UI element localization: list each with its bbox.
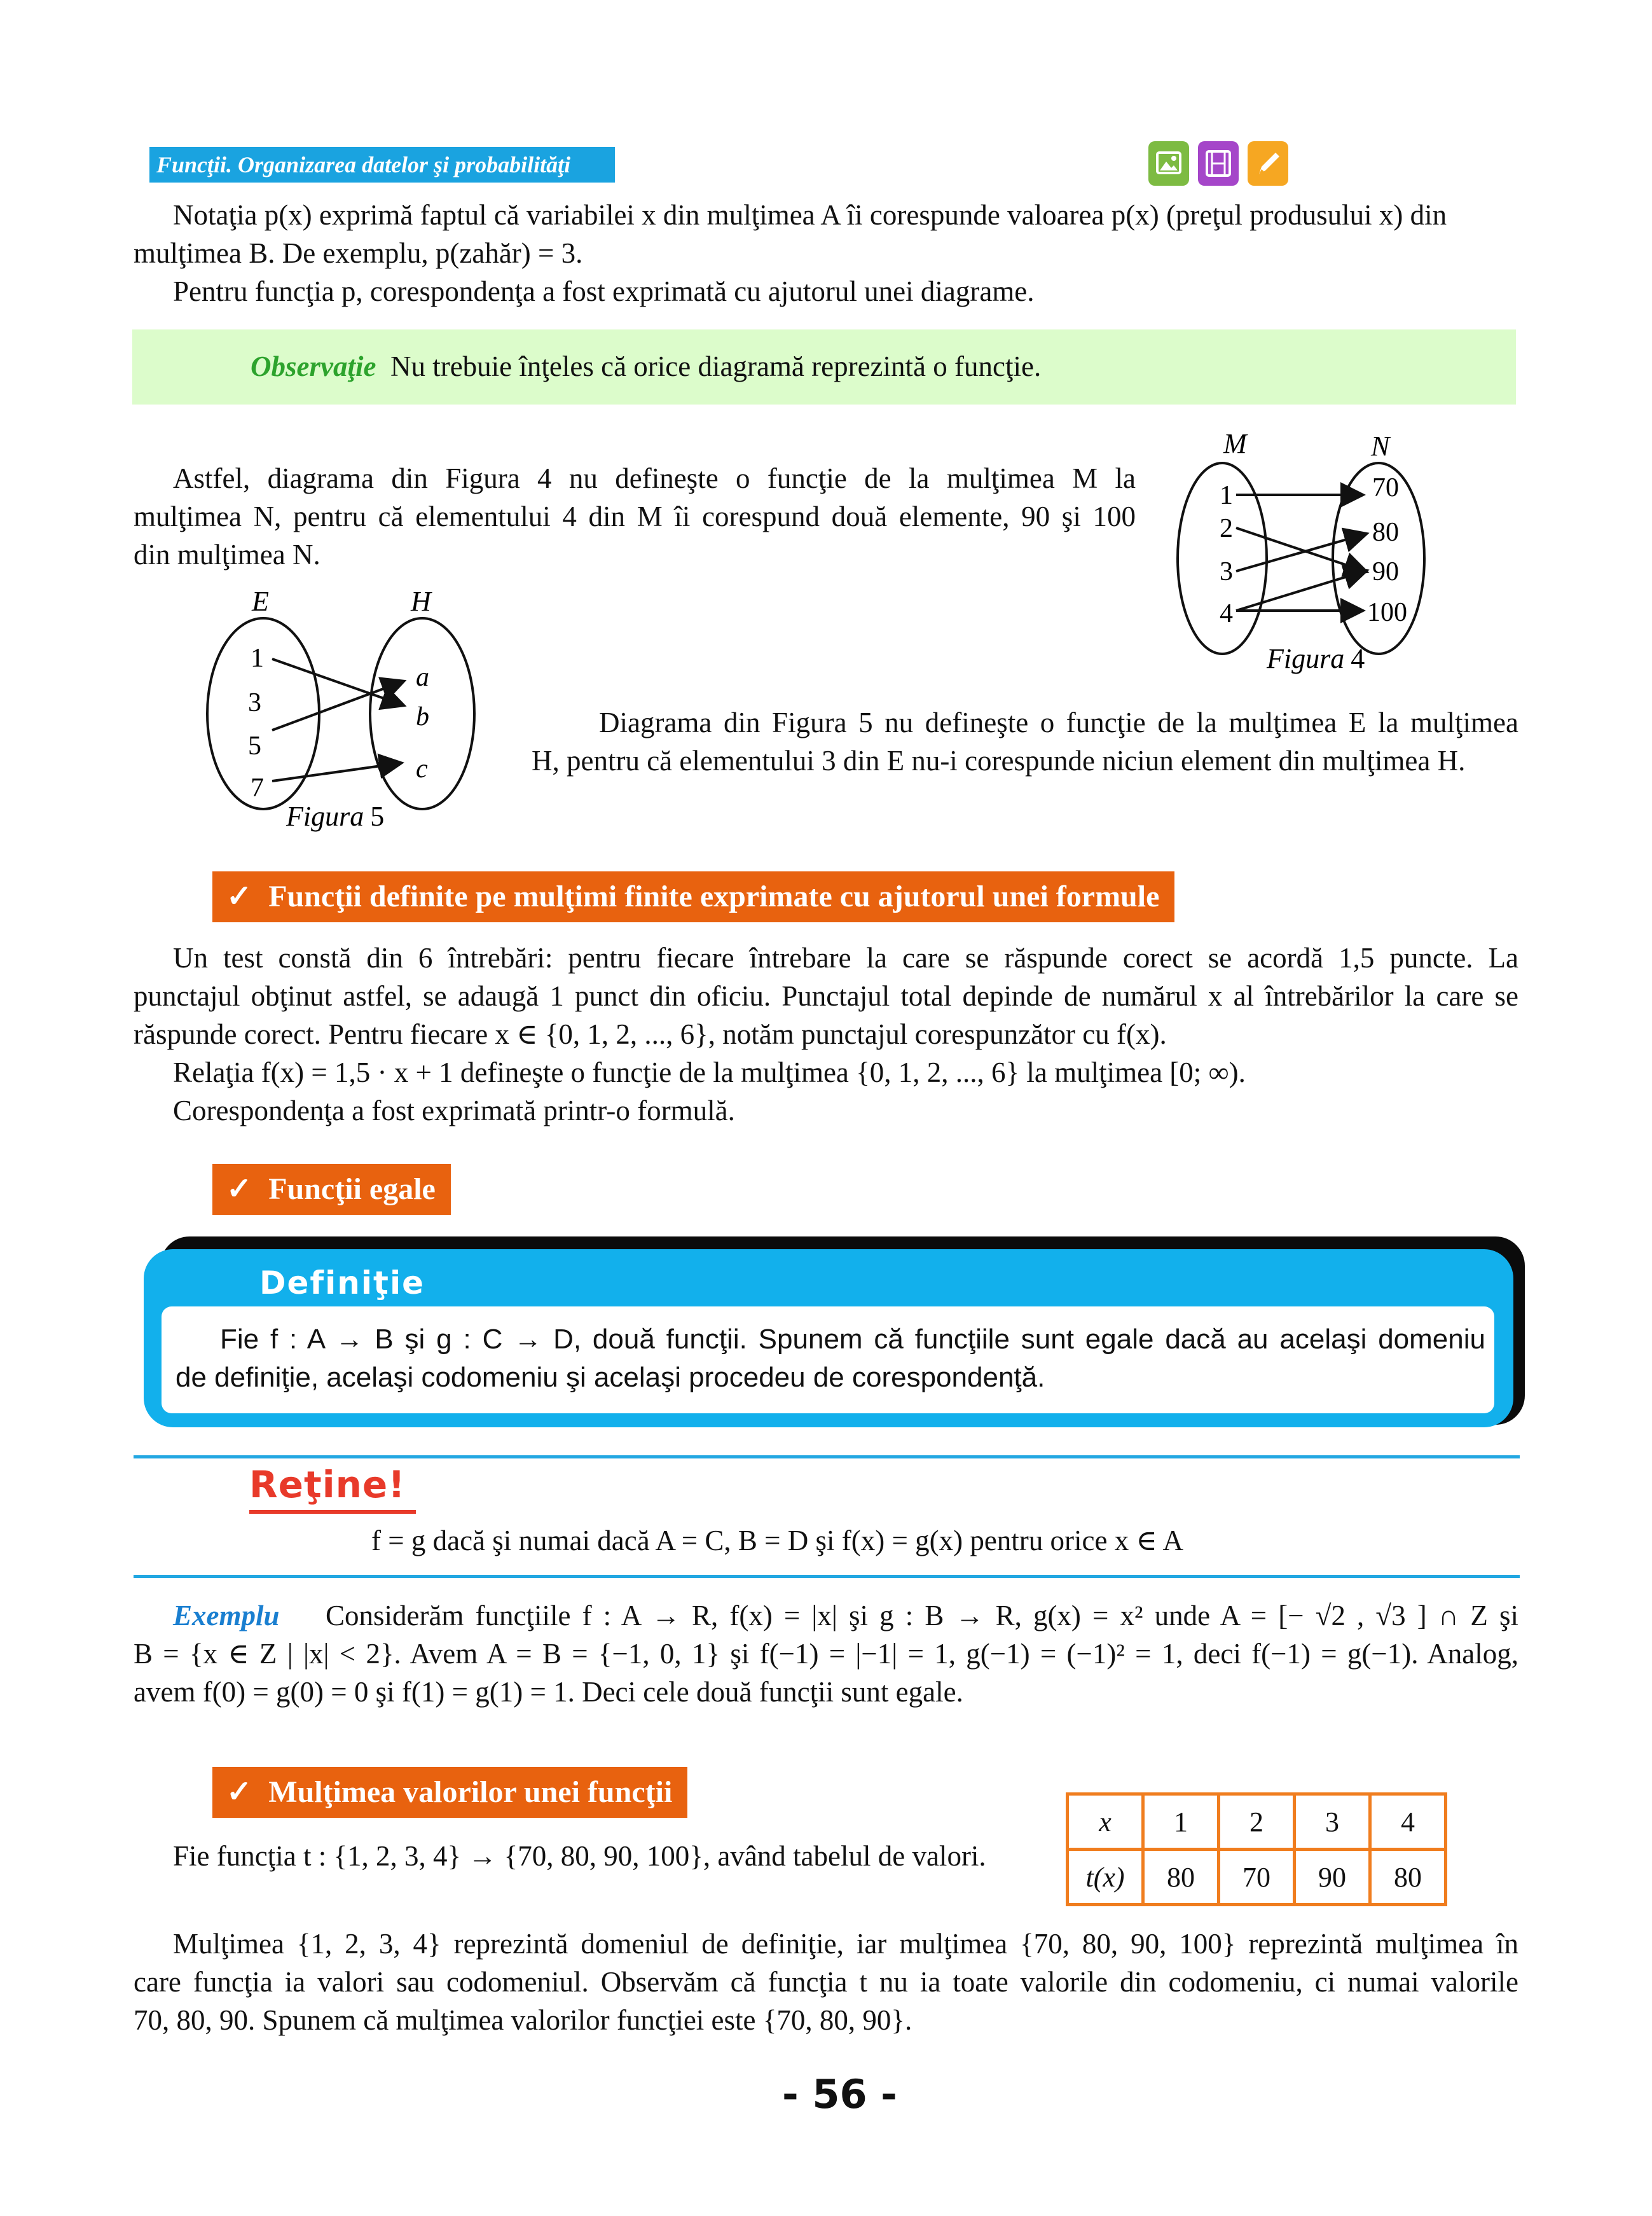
figure-4-diagram	[1170, 420, 1437, 687]
values-table	[1066, 1792, 1447, 1906]
check-icon: ✓	[226, 1775, 252, 1809]
retine-text: f = g dacă şi numai dacă A = C, B = D şi f(x) = g(x) pentru orice x ∈ A	[371, 1525, 1184, 1556]
table-cell: 80	[1143, 1850, 1219, 1905]
fig5-caption-num: 5	[370, 801, 385, 832]
table-cell: 4	[1370, 1794, 1446, 1850]
fig5-left-item: 3	[248, 688, 261, 717]
intro-line-1: Notaţia p(x) exprimă faptul că variabilei x din mulţimea A îi corespunde valoarea p(x) (preţul produsului x) din	[173, 199, 1447, 231]
observation-row	[251, 347, 1041, 385]
fig4-text-2: mulţimea N, pentru că elementului 4 din M îi corespund două elemente, 90 şi 100	[134, 501, 1136, 532]
fig5-left-item: 1	[251, 644, 264, 673]
fig4-right-item: 70	[1372, 473, 1399, 502]
s3-line-1: Fie funcţia t : {1, 2, 3, 4} → {70, 80, 90, 100}, având tabelul de valori.	[173, 1840, 986, 1872]
fig5-right-item: b	[416, 702, 429, 731]
table-cell: 1	[1143, 1794, 1219, 1850]
image-icon[interactable]	[1148, 141, 1189, 186]
definition-line-2: de definiţie, acelaşi codomeniu şi acelaşi procedeu de corespondenţă.	[176, 1362, 1045, 1393]
fig4-right-item: 90	[1372, 557, 1399, 586]
fig5-right-item: c	[416, 754, 428, 784]
retine-title: Reţine!	[249, 1463, 406, 1506]
check-icon: ✓	[226, 880, 252, 913]
chapter-tag: Funcţii. Organizarea datelor şi probabilităţi	[148, 145, 617, 184]
definition-title: Definiţie	[259, 1264, 425, 1301]
table-cell: t(x)	[1068, 1850, 1143, 1905]
table-cell: 3	[1295, 1794, 1370, 1850]
fig4-set-m: M	[1223, 428, 1247, 459]
divider-bottom	[134, 1575, 1520, 1578]
fig4-right-item: 80	[1372, 518, 1399, 547]
definition-line-1: Fie f : A → B şi g : C → D, două funcţii. Spunem că funcţiile sunt egale dacă au acelaşi domeniu	[220, 1324, 1485, 1355]
fig5-left-item: 5	[248, 731, 261, 761]
fig5-right-item: a	[416, 663, 429, 692]
retine-underline	[249, 1510, 416, 1514]
divider-top	[134, 1455, 1520, 1458]
table-cell: 80	[1370, 1850, 1446, 1905]
fig4-text-1: Astfel, diagrama din Figura 4 nu defineşte o funcţie de la mulţimea M la	[173, 462, 1136, 494]
s1-line-3: răspunde corect. Pentru fiecare x ∈ {0, 1, 2, ..., 6}, notăm punctajul corespunzător cu f(x).	[134, 1018, 1167, 1050]
fig4-caption	[1266, 643, 1365, 674]
s1-line-2: punctajul obţinut astfel, se adaugă 1 punct din oficiu. Punctajul total depinde de numărul x al întrebărilor la care se	[134, 980, 1518, 1012]
example-line-1	[173, 1596, 1518, 1635]
section-range-heading	[212, 1767, 687, 1818]
table-cell: 90	[1295, 1850, 1370, 1905]
section-title: Funcţii definite pe mulţimi finite exprimate cu ajutorul unei formule	[268, 880, 1160, 913]
section-formula-heading	[212, 871, 1174, 922]
fig5-set-e: E	[252, 586, 269, 617]
fig4-right-item: 100	[1367, 598, 1407, 627]
fig4-set-n: N	[1371, 431, 1390, 462]
pencil-icon[interactable]	[1248, 141, 1288, 186]
table-row	[1068, 1850, 1446, 1905]
fig4-left-item: 2	[1220, 514, 1233, 543]
section-title: Funcţii egale	[268, 1172, 436, 1206]
fig5-left-item: 7	[251, 773, 264, 803]
fig5-set-h: H	[411, 586, 431, 617]
s3-para-3: 70, 80, 90. Spunem că mulţimea valorilor funcţiei este {70, 80, 90}.	[134, 2004, 912, 2036]
table-cell: 70	[1219, 1850, 1295, 1905]
s3-para-2: care funcţia ia valori sau codomeniul. Observăm că funcţia t nu ia toate valorile din codomeniu, ci numai valorile	[134, 1966, 1518, 1998]
table-row	[1068, 1794, 1446, 1850]
section-title: Mulţimea valorilor unei funcţii	[268, 1775, 673, 1809]
intro-line-2: mulţimea B. De exemplu, p(zahăr) = 3.	[134, 237, 583, 269]
observation-text: Nu trebuie înţeles că orice diagramă reprezintă o funcţie.	[390, 350, 1042, 382]
fig4-left-item: 4	[1220, 599, 1233, 628]
fig5-text-1: Diagrama din Figura 5 nu defineşte o funcţie de la mulţimea E la mulţimea	[599, 707, 1518, 738]
fig4-left-item: 1	[1220, 481, 1233, 510]
observation-label: Observaţie	[251, 350, 376, 382]
figure-5-diagram	[197, 572, 490, 846]
example-label: Exemplu	[173, 1600, 280, 1631]
fig4-left-item: 3	[1220, 557, 1233, 586]
table-cell: 2	[1219, 1794, 1295, 1850]
s1-line-1: Un test constă din 6 întrebări: pentru fiecare întrebare la care se răspunde corect se acordă 1,5 puncte. La	[173, 942, 1518, 974]
fig5-caption-word: Figura	[286, 801, 364, 832]
fig4-caption-num: 4	[1351, 643, 1365, 674]
fig5-text-2: H, pentru că elementului 3 din E nu-i corespunde niciun element din mulţimea H.	[532, 745, 1466, 777]
film-icon[interactable]	[1198, 141, 1239, 186]
fig4-text-3: din mulţimea N.	[134, 539, 320, 571]
example-line-2: B = {x ∈ Z | |x| < 2}. Avem A = B = {−1, 0, 1} şi f(−1) = |−1| = 1, g(−1) = (−1)² = 1, deci f(−1) = g(−1). Analog,	[134, 1638, 1518, 1670]
example-text: Considerăm funcţiile f : A → R, f(x) = |x| şi g : B → R, g(x) = x² unde A = [− √2 , √3 ] ∩ Z şi	[325, 1600, 1519, 1631]
fig4-caption-word: Figura	[1267, 643, 1345, 674]
s1-line-4: Relaţia f(x) = 1,5 · x + 1 defineşte o funcţie de la mulţimea {0, 1, 2, ..., 6} la mulţimea [0; ∞).	[173, 1056, 1246, 1088]
s3-para-1: Mulţimea {1, 2, 3, 4} reprezintă domeniul de definiţie, iar mulţimea {70, 80, 90, 100} reprezintă mulţimea în	[173, 1928, 1518, 1960]
example-line-3: avem f(0) = g(0) = 0 şi f(1) = g(1) = 1. Deci cele două funcţii sunt egale.	[134, 1676, 963, 1708]
fig5-caption	[286, 801, 384, 832]
intro-line-3: Pentru funcţia p, corespondenţa a fost exprimată cu ajutorul unei diagrame.	[173, 275, 1035, 307]
section-equal-functions-heading	[212, 1164, 451, 1215]
table-cell: x	[1068, 1794, 1143, 1850]
page-number: - 56 -	[782, 2071, 897, 2117]
check-icon: ✓	[226, 1172, 252, 1206]
s1-line-5: Corespondenţa a fost exprimată printr-o formulă.	[173, 1095, 735, 1126]
